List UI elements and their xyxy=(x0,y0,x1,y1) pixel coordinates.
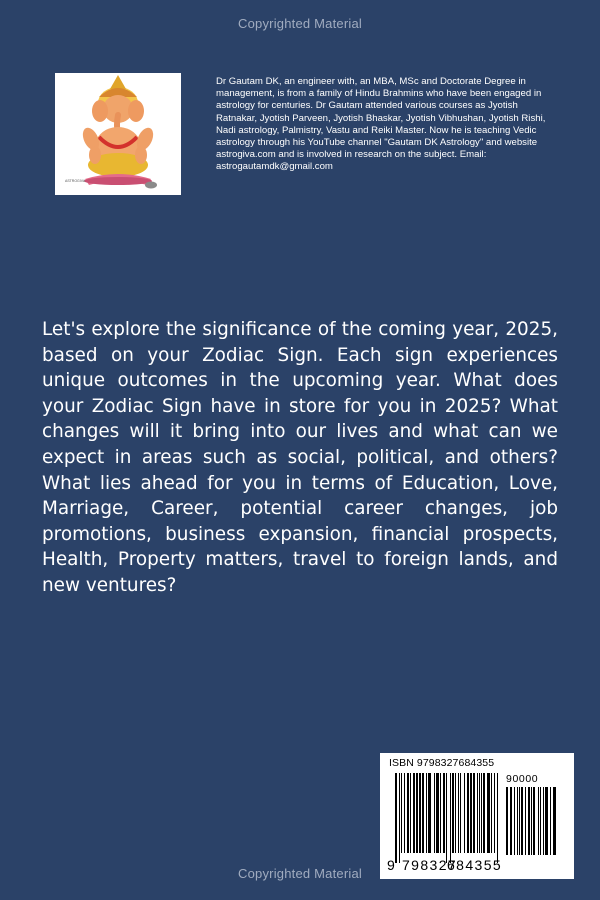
barcode-digits-left: 798327 xyxy=(402,857,458,873)
barcode-bar xyxy=(533,787,535,855)
barcode-bar xyxy=(410,773,411,853)
barcode-bar xyxy=(434,773,435,853)
barcode-bar xyxy=(404,773,405,853)
barcode-bar xyxy=(464,773,465,853)
barcode-bar xyxy=(483,773,485,853)
barcode-bar xyxy=(422,773,424,853)
price-addon-code: 90000 xyxy=(506,773,539,785)
barcode-bar xyxy=(446,773,447,863)
barcode-bar xyxy=(540,787,541,855)
copyright-watermark-bottom: Copyrighted Material xyxy=(238,866,362,881)
barcode-bar xyxy=(455,773,456,853)
barcode-bar xyxy=(416,773,418,853)
barcode-bar xyxy=(538,787,539,855)
barcode-bar xyxy=(428,773,431,853)
barcode-bar xyxy=(419,773,421,853)
barcode-bar xyxy=(443,773,445,853)
barcode-bar xyxy=(479,773,480,853)
barcode-bar xyxy=(491,773,492,853)
barcode-digits-right: 684355 xyxy=(447,857,503,873)
barcode-bar xyxy=(440,773,441,853)
barcode-bar xyxy=(517,787,518,855)
barcode-bar xyxy=(452,773,454,853)
barcode-bar xyxy=(413,773,415,853)
addon-barcode-bars xyxy=(506,787,556,855)
barcode-bar xyxy=(481,773,482,853)
photo-caption: ASTROGIVA xyxy=(65,179,86,183)
barcode-bar xyxy=(510,787,512,855)
barcode-bar xyxy=(477,773,478,853)
book-description: Let's explore the significance of the coming year, 2025, based on your Zodiac Sign. Each sign experiences unique outcomes in the upcoming year. What does your Zodiac Sign have in store for you in 2025? What changes will it bring into our lives and what can we expect in areas such as social, political, and others? What lies ahead for you in terms of Education, Love, Marriage, Career, potential career changes, job promotions, business expansion, financial prospects, Health, Property matters, travel to foreign lands, and new ventures? xyxy=(42,319,558,596)
barcode-bar xyxy=(494,773,495,853)
barcode-bar xyxy=(531,787,532,855)
barcode-bar xyxy=(450,773,451,863)
isbn-label: ISBN 9798327684355 xyxy=(389,757,495,769)
barcode-bar xyxy=(553,787,556,855)
author-photo xyxy=(55,73,181,195)
barcode-bar xyxy=(528,787,530,855)
barcode-bar xyxy=(426,773,427,853)
barcode-bar xyxy=(550,787,551,855)
author-bio: Dr Gautam DK, an engineer with, an MBA, MSc and Doctorate Degree in management, is from a family of Hindu Brahmins who have been engaged in astrology for centuries. Dr Gautam attended various courses as Jyotish Ratnakar, Jyotish Parveen, Jyotish Bhaskar, Jyotish Vibhushan, Jyotish Rishi, Nadi astrology, Palmistry, Vastu and Reiki Master. Now he is teaching Vedic astrology through his YouTube channel "Gautam DK Astrology" and website astrogiva.com and is involved in research on the subject. Email: astrogautamdk@gmail.com xyxy=(216,76,546,173)
barcode-bar xyxy=(399,773,400,863)
barcode-bar xyxy=(467,773,469,853)
barcode-bar xyxy=(395,773,397,863)
barcode-bar xyxy=(519,787,520,855)
barcode-bar xyxy=(460,773,461,853)
barcode-bar xyxy=(473,773,475,853)
barcode-bar xyxy=(401,773,402,853)
barcode-bar xyxy=(407,773,409,853)
barcode-bar xyxy=(545,787,548,855)
barcode-digit-lead: 9 xyxy=(387,857,397,873)
barcode-bar xyxy=(436,773,439,853)
barcode-bar xyxy=(525,787,526,855)
barcode-bars xyxy=(395,773,500,863)
barcode-bar xyxy=(497,773,498,863)
barcode-bar xyxy=(506,787,508,855)
barcode-bar xyxy=(521,787,523,855)
barcode-bar xyxy=(487,773,490,853)
copyright-watermark-top: Copyrighted Material xyxy=(238,16,362,31)
barcode-bar xyxy=(514,787,515,855)
ganesha-image-icon xyxy=(55,73,181,195)
barcode-bar xyxy=(543,787,544,855)
isbn-barcode xyxy=(380,753,574,879)
barcode-bar xyxy=(458,773,459,853)
barcode-bar xyxy=(470,773,472,853)
